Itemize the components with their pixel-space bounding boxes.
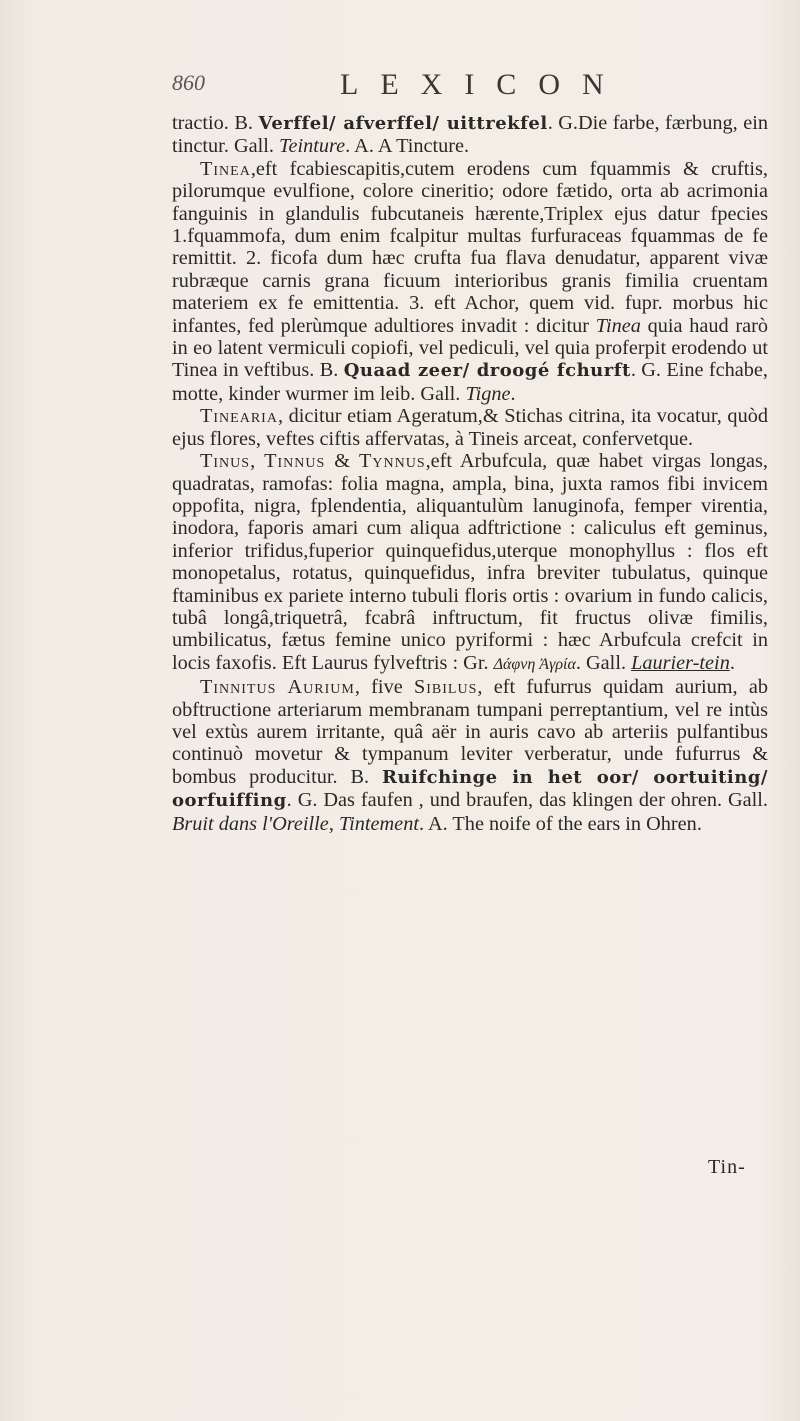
greek-term: Δάφνη Ἀγρία <box>493 655 576 673</box>
entry-text: . A. The noife of the ears in Ohren. <box>418 812 702 835</box>
entry-text: ,eft fcabiescapitis,cutem erodens cum fquammis & cruftis, pilorumque evulfione, colore cineritio; odore fætido, orta ab acrimonia fanguinis in glandulis fubcutaneis hærente,Triplex ejus datur fpecies 1.fquammofa, dum enim fcalpitur multas furfuraceas fquammas de fe remittit. 2. ficofa dum hæc crufta fua flava denudatur, apparent vivæ rubræque carnis grana ficuum interioribus granis fimilia cruentam materiem ex fe emittentia. 3. eft Achor, quem vid. fupr. morbus hic infantes, fed plerùmque adultiores invadit : dicitur <box>172 157 768 337</box>
entry-text: . G.Die farbe, færbung, ein tinctur. Gall. <box>172 112 768 158</box>
entry-continuation <box>172 112 768 158</box>
entry-tinnitus <box>172 676 768 835</box>
lexicon-body <box>172 112 768 835</box>
entry-text: , <box>250 450 265 473</box>
french-term: Tintement <box>338 812 419 835</box>
french-term: Tigne <box>465 382 511 405</box>
entry-text: . G. Das faufen , und braufen, das klingen der ohren. Gall. <box>286 789 768 812</box>
entry-text: & <box>325 450 359 473</box>
entry-text: . G. Eine fchabe, motte, kinder wurmer im leib. Gall. <box>172 359 768 405</box>
headword: Tinus <box>200 450 251 473</box>
entry-text: ,eft Arbufcula, quæ habet virgas longas, quadratas, ramofas: folia magna, ampla, bina, juxta ramos fibi invicem oppofita, nigra, fplendentia, aliquantulùm lanuginofa, femper virentia, inodora, faporis amari cum aliqua adftrictione : caliculus eft geminus, inferior trifidus,fuperior quinquefidus,uterque monophyllus : flos eft monopetalus, rotatus, quinquefidus, infra breviter tubulatus, quinque ftaminibus ex pariete interno tubuli floris ortis : ovarium in fundo calicis, tubâ longâ,triquetrâ, fcabrâ inftructum, fit fructus olivæ fimilis, umbilicatus, fætus femine unico pyriformi : hæc Arbufcula crefcit in locis faxofis. Eft Laurus fylveftris : Gr. <box>172 450 768 674</box>
entry-text: , eft fufurrus quidam aurium, ab obftructione arteriarum membranam tumpani perreptantium, vel re intùs vel extùs aurem irritante, quâ aër in auris cavo ab arteriis pulfantibus continuò movetur & tympanum leviter verberatur, unde fufurrus & bombus producitur. B. <box>172 676 768 788</box>
dutch-term: Quaad zeer/ droogé fchurft <box>343 360 631 382</box>
entry-text: , five <box>354 676 414 699</box>
page-header <box>172 70 772 110</box>
entry-text: . <box>510 382 516 405</box>
entry-tinearia <box>172 405 768 450</box>
dutch-term: Verffel/ afverffel/ uittrekfel <box>258 113 548 134</box>
entry-text: , <box>328 812 339 835</box>
headword-variant: Tynnus <box>358 450 426 473</box>
french-term: Teinture <box>279 135 346 158</box>
headword: Tinea <box>200 157 251 180</box>
italic-term: Tinea <box>595 314 641 337</box>
dutch-term: Ruifchinge in het oor/ oortuiting/ oorfuiffing <box>172 766 768 812</box>
headword-variant: Sibilus <box>413 676 478 699</box>
entry-text: . <box>729 651 735 674</box>
entry-text: quia haud rarò in eo latent vermiculi copiofi, vel pediculi, vel quia proferpit erodendo ut Tinea in veftibus. B. <box>172 314 768 382</box>
running-head: LEXICON <box>340 68 626 101</box>
entry-text: . A. A Tincture. <box>345 135 470 158</box>
headword-variant: Tinnus <box>264 450 326 473</box>
french-term: Bruit dans l'Oreille <box>172 812 329 835</box>
headword: Tinearia <box>200 405 278 428</box>
french-term: Laurier-tein <box>631 651 730 674</box>
entry-text: . Gall. <box>575 651 632 674</box>
entry-text: tractio. B. <box>172 112 259 134</box>
entry-tinea <box>172 158 768 405</box>
catchword: Tin- <box>708 1156 746 1178</box>
entry-tinus <box>172 450 768 676</box>
headword: Tinnitus Aurium <box>200 676 355 699</box>
entry-text: , dicitur etiam Ageratum,& Stichas citrina, ita vocatur, quòd ejus flores, veftes ciftis affervatas, à Tineis arceat, confervetque. <box>172 405 768 450</box>
page-number: 860 <box>172 70 205 95</box>
